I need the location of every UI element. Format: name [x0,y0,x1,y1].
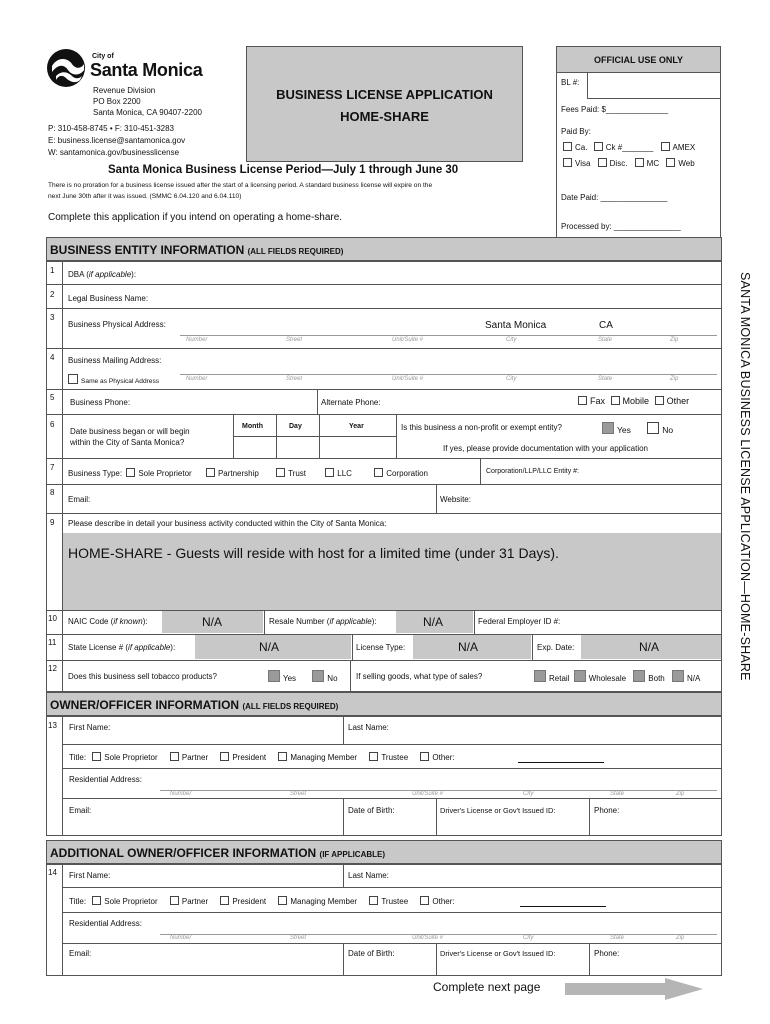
physical-address-label: Business Physical Address: [68,320,166,329]
trust-checkbox[interactable] [276,468,285,477]
section-owner-title: OWNER/OFFICER INFORMATION [50,698,240,712]
sole-proprietor-checkbox[interactable] [126,468,135,477]
owner-last-name-field[interactable] [392,718,717,742]
owner-trustee-label: Trustee [381,753,409,762]
license-type-value: N/A [458,640,479,654]
business-type-label: Business Type: [68,469,123,478]
add-managing-label: Managing Member [290,897,358,906]
sub-unit: Unit/Suite # [412,935,444,941]
state-license-label: State License # (if applicable): [68,643,176,652]
exp-date-field[interactable] [581,635,721,659]
wholesale-label: Wholesale [588,674,627,683]
row-13-number: 13 [48,721,57,730]
email-label: Email: [68,495,91,504]
alt-phone-field[interactable] [395,391,570,412]
partnership-label: Partnership [217,469,259,478]
owner-first-name-field[interactable] [110,718,340,742]
business-phone-field[interactable] [140,391,315,412]
owner-first-name-label: First Name: [69,723,111,732]
sub-city: City [523,935,534,941]
row-5-number: 5 [50,393,55,402]
license-type-label: License Type: [356,643,406,652]
date-began-label-2: within the City of Santa Monica? [70,438,185,447]
corp-entity-label: Corporation/LLP/LLC Entity #: [486,468,579,475]
ck-checkbox[interactable] [594,142,603,151]
sub-unit: Unit/Suite # [392,337,424,343]
sub-street: Street [290,791,307,797]
mobile-checkbox[interactable] [611,396,620,405]
nonprofit-question: Is this business a non-profit or exempt entity? [401,423,562,432]
fax-label: Fax [590,396,606,406]
state-license-field[interactable] [195,635,351,659]
web-label: Web [678,159,695,168]
next-arrow-icon [565,978,705,1000]
sub-number: Number [170,791,192,797]
partnership-checkbox[interactable] [206,468,215,477]
sub-street: Street [286,337,303,343]
sub-number: Number [186,376,208,382]
nonprofit-no-checkbox[interactable] [647,422,659,434]
mailing-address-field[interactable] [180,352,717,372]
title-line-1: BUSINESS LICENSE APPLICATION [276,87,493,102]
sub-unit: Unit/Suite # [412,791,444,797]
sub-city: City [523,791,534,797]
section-owner [46,692,722,716]
fax-checkbox[interactable] [578,396,587,405]
tobacco-yes-checkbox[interactable] [268,670,280,682]
add-residential-label: Residential Address: [69,919,142,928]
state-license-value: N/A [259,640,280,654]
license-period: Santa Monica Business License Period—July 1 through June 30 [108,164,459,176]
year-header: Year [349,423,364,430]
amex-checkbox[interactable] [661,142,670,151]
website-label: Website: [440,495,471,504]
sub-state: State [610,791,625,797]
side-title: SANTA MONICA BUSINESS LICENSE APPLICATION—HOME-SHARE [738,272,752,681]
sub-city: City [506,337,517,343]
add-other-checkbox[interactable] [420,896,429,905]
row-7-number: 7 [50,463,55,472]
physical-state-value: CA [599,320,613,331]
sub-zip: Zip [676,935,685,941]
paid-by: Paid By: [561,127,591,136]
trust-label: Trust [288,469,307,478]
sub-state: State [610,935,625,941]
add-sole-checkbox[interactable] [92,896,101,905]
mobile-label: Mobile [622,396,650,406]
owner-dob-label: Date of Birth: [348,806,395,815]
owner-email-label: Email: [69,806,92,815]
llc-label: LLC [337,469,352,478]
add-email-label: Email: [69,949,92,958]
mc-checkbox[interactable] [635,158,644,167]
goods-label: If selling goods, what type of sales? [356,672,483,681]
nonprofit-yes-label: Yes [617,425,631,435]
add-trustee-label: Trustee [381,897,409,906]
row-3-number: 3 [50,313,55,322]
row-14-number: 14 [48,868,57,877]
processed-by: Processed by: _______________ [561,222,681,231]
row-12-number: 12 [48,664,57,673]
corp-entity-field[interactable] [605,461,717,481]
owner-other-checkbox[interactable] [420,752,429,761]
nonprofit-no-label: No [662,425,674,435]
row-10-number: 10 [48,614,57,623]
contact-email: E: business.license@santamonica.gov [48,136,186,145]
add-title-label: Title: [69,897,87,906]
day-header: Day [289,423,302,430]
owner-phone-label: Phone: [594,806,620,815]
date-began-label-1: Date business began or will begin [70,427,190,436]
wholesale-checkbox[interactable] [574,670,586,682]
owner-managing-label: Managing Member [290,753,358,762]
owner-sole-checkbox[interactable] [92,752,101,761]
day-field[interactable] [277,437,318,457]
add-partner-checkbox[interactable] [170,896,179,905]
row-6-number: 6 [50,420,55,429]
sub-street: Street [290,935,307,941]
corporation-checkbox[interactable] [374,468,383,477]
owner-president-checkbox[interactable] [220,752,229,761]
contact-phone: P: 310-458-8745 • F: 310-451-3283 [48,124,174,133]
add-last-name-label: Last Name: [348,871,389,880]
address-line-2: PO Box 2200 [93,97,141,106]
add-dl-label: Driver's License or Gov't Issued ID: [440,949,556,958]
naic-label: NAIC Code (if known): [68,617,148,626]
na-checkbox[interactable] [672,670,684,682]
owner-title-label: Title: [69,753,87,762]
sole-proprietor-label: Sole Proprietor [138,469,192,478]
add-other-label: Other: [432,897,455,906]
add-president-label: President [232,897,267,906]
add-email-field[interactable] [96,945,340,974]
sub-city: City [506,376,517,382]
website-field[interactable] [480,487,717,510]
amex-label: AMEX [672,143,696,152]
dba-label: DBA (if applicable): [68,270,137,279]
tobacco-no-label: No [327,674,338,683]
tobacco-yes-label: Yes [283,674,297,683]
sub-state: State [598,376,613,382]
bl-field[interactable] [587,73,720,99]
activity-description-value: HOME-SHARE - Guests will reside with host for a limited time (under 31 Days). [68,545,559,561]
both-label: Both [648,674,665,683]
row-11-number: 11 [48,638,57,647]
fein-label: Federal Employer ID #: [478,617,561,626]
nonprofit-yes-checkbox[interactable] [602,422,614,434]
owner-residential-field[interactable] [160,770,717,790]
visa-checkbox[interactable] [563,158,572,167]
naic-value: N/A [202,615,223,629]
add-residential-field[interactable] [160,914,717,934]
nonprofit-doc-note: If yes, please provide documentation with your application [443,444,649,453]
add-trustee-checkbox[interactable] [369,896,378,905]
tobacco-no-checkbox[interactable] [312,670,324,682]
add-first-name-field[interactable] [110,866,340,885]
owner-partner-checkbox[interactable] [170,752,179,761]
sub-zip: Zip [670,337,679,343]
owner-trustee-checkbox[interactable] [369,752,378,761]
sub-zip: Zip [670,376,679,382]
legal-name-label: Legal Business Name: [68,294,149,303]
section-additional-note: (IF APPLICABLE) [319,850,386,859]
address-line-1: Revenue Division [93,86,156,95]
row-4-number: 4 [50,353,55,362]
proration-note-2: next June 30th after it was issued. (SMMC 6.04.120 and 6.04.110) [48,193,242,200]
sub-number: Number [186,337,208,343]
owner-residential-label: Residential Address: [69,775,142,784]
ck-label: Ck #_______ [605,143,654,152]
tobacco-label: Does this business sell tobacco products? [68,672,217,681]
ca-checkbox[interactable] [563,142,572,151]
visa-label: Visa [575,159,591,168]
retail-label: Retail [549,674,570,683]
activity-label: Please describe in detail your business activity conducted within the City of Santa Monica: [68,519,387,528]
naic-field[interactable] [162,611,263,633]
exp-date-label: Exp. Date: [537,643,575,652]
resale-field[interactable] [396,611,473,633]
both-checkbox[interactable] [633,670,645,682]
add-dob-label: Date of Birth: [348,949,395,958]
row-8-number: 8 [50,488,55,497]
owner-sole-label: Sole Proprietor [104,753,158,762]
web-checkbox[interactable] [666,158,675,167]
city-name: Santa Monica [90,60,203,80]
disc-label: Disc. [609,159,628,168]
city-small: City of [92,53,114,60]
mc-label: MC [646,159,660,168]
same-as-physical-label: Same as Physical Address [81,378,160,385]
resale-value: N/A [423,615,444,629]
owner-president-label: President [232,753,267,762]
exp-date-value: N/A [639,640,660,654]
add-phone-label: Phone: [594,949,620,958]
sub-zip: Zip [676,791,685,797]
month-field[interactable] [234,437,275,457]
add-partner-label: Partner [181,897,209,906]
na-label: N/A [686,674,701,683]
owner-partner-label: Partner [181,753,209,762]
license-type-field[interactable] [413,635,531,659]
row-9-number: 9 [50,518,55,527]
dba-field[interactable] [150,263,718,283]
add-last-name-field[interactable] [392,866,717,885]
date-paid: Date Paid: _______________ [561,193,668,202]
add-managing-checkbox[interactable] [278,896,287,905]
add-sole-label: Sole Proprietor [104,897,158,906]
same-as-physical-checkbox[interactable] [68,374,78,384]
business-phone-label: Business Phone: [70,398,131,407]
owner-email-field[interactable] [96,800,340,834]
address-line-3: Santa Monica, CA 90407-2200 [93,108,202,117]
year-field[interactable] [320,437,395,457]
disc-checkbox[interactable] [598,158,607,167]
physical-city-value: Santa Monica [485,320,547,331]
sub-number: Number [170,935,192,941]
bl-label: BL #: [561,78,580,87]
title-box [246,46,523,162]
add-president-checkbox[interactable] [220,896,229,905]
section-business-entity [46,237,722,261]
row-1-number: 1 [50,266,55,275]
title-line-2: HOME-SHARE [340,109,429,124]
city-logo [46,48,86,88]
owner-managing-checkbox[interactable] [278,752,287,761]
activity-description-field[interactable] [63,533,721,610]
alt-phone-label: Alternate Phone: [321,398,381,407]
section-additional-title: ADDITIONAL OWNER/OFFICER INFORMATION [50,846,317,860]
sub-state: State [598,337,613,343]
other-checkbox[interactable] [655,396,664,405]
section-business-title: BUSINESS ENTITY INFORMATION [50,243,245,257]
email-field[interactable] [96,487,434,510]
official-use-box [556,46,721,240]
ca-label: Ca. [575,143,588,152]
resale-label: Resale Number (if applicable): [269,617,377,626]
official-title-bar [557,47,720,73]
official-title: OFFICIAL USE ONLY [593,55,683,65]
fein-field[interactable] [572,611,717,633]
owner-other-label: Other: [432,753,455,762]
owner-dl-label: Driver's License or Gov't Issued ID: [440,806,556,815]
section-additional-owner [46,840,722,864]
sub-street: Street [286,376,303,382]
row-2-number: 2 [50,290,55,299]
section-business-note: (ALL FIELDS REQUIRED) [247,247,344,256]
complete-next-page: Complete next page [433,980,541,994]
physical-address-field[interactable] [180,312,480,334]
corporation-label: Corporation [386,469,428,478]
mailing-address-label: Business Mailing Address: [68,356,162,365]
fees-paid: Fees Paid: $______________ [561,105,669,114]
legal-name-field[interactable] [160,287,718,307]
section-owner-note: (ALL FIELDS REQUIRED) [242,702,339,711]
other-label: Other [666,396,690,406]
retail-checkbox[interactable] [534,670,546,682]
month-header: Month [242,423,263,430]
sub-unit: Unit/Suite # [392,376,424,382]
proration-note-1: There is no proration for a business license issued after the start of a licensing period. A standard business license will expire on the [48,182,433,189]
llc-checkbox[interactable] [325,468,334,477]
add-first-name-label: First Name: [69,871,111,880]
instruction: Complete this application if you intend on operating a home-share. [48,212,343,223]
contact-web: W: santamonica.gov/businesslicense [48,148,180,157]
owner-last-name-label: Last Name: [348,723,389,732]
